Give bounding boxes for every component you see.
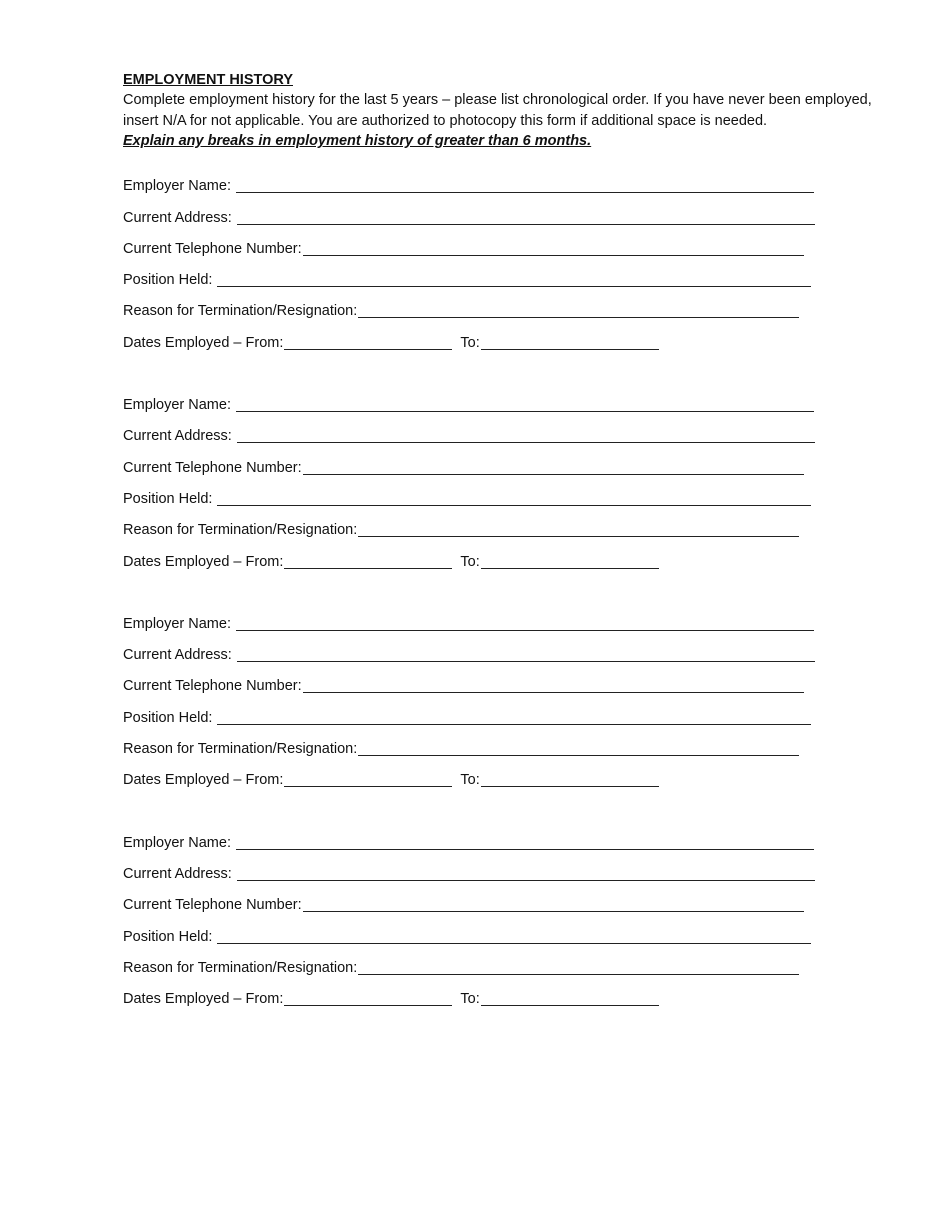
employer-name-label: Employer Name:	[123, 178, 231, 195]
dates-to-field[interactable]	[481, 990, 659, 1006]
current-address-field[interactable]	[237, 646, 815, 662]
position-held-field[interactable]	[217, 928, 811, 944]
reason-field[interactable]	[358, 302, 799, 318]
position-held-field[interactable]	[217, 709, 811, 725]
current-telephone-row	[123, 664, 873, 695]
employment-entry	[123, 383, 873, 571]
current-address-label: Current Address:	[123, 209, 232, 226]
reason-field[interactable]	[358, 521, 799, 537]
reason-field[interactable]	[358, 959, 799, 975]
current-address-row	[123, 852, 873, 883]
dates-from-label: Dates Employed – From:	[123, 772, 284, 789]
reason-row	[123, 508, 873, 539]
dates-employed-row	[123, 977, 873, 1008]
position-held-field[interactable]	[217, 490, 811, 506]
position-held-label: Position Held:	[123, 928, 213, 945]
position-held-row	[123, 258, 873, 289]
dates-from-label: Dates Employed – From:	[123, 334, 284, 351]
reason-label: Reason for Termination/Resignation:	[123, 959, 358, 976]
current-address-row	[123, 414, 873, 445]
reason-label: Reason for Termination/Resignation:	[123, 522, 358, 539]
reason-row	[123, 289, 873, 320]
employment-entry	[123, 820, 873, 1008]
current-address-label: Current Address:	[123, 647, 232, 664]
position-held-field[interactable]	[217, 271, 811, 287]
position-held-label: Position Held:	[123, 272, 213, 289]
employer-name-label: Employer Name:	[123, 397, 231, 414]
employment-entry	[123, 602, 873, 790]
employer-name-field[interactable]	[236, 834, 814, 850]
current-telephone-field[interactable]	[303, 459, 804, 475]
current-address-label: Current Address:	[123, 865, 232, 882]
current-address-field[interactable]	[237, 865, 815, 881]
dates-to-label: To:	[460, 553, 480, 570]
dates-from-label: Dates Employed – From:	[123, 553, 284, 570]
current-telephone-row	[123, 227, 873, 258]
dates-employed-row	[123, 320, 873, 351]
dates-to-field[interactable]	[481, 334, 659, 350]
dates-from-field[interactable]	[284, 553, 452, 569]
form-heading: EMPLOYMENT HISTORY	[123, 72, 293, 88]
current-telephone-field[interactable]	[303, 677, 804, 693]
position-held-label: Position Held:	[123, 490, 213, 507]
employer-name-field[interactable]	[236, 177, 814, 193]
current-telephone-label: Current Telephone Number:	[123, 459, 302, 476]
current-telephone-label: Current Telephone Number:	[123, 240, 302, 257]
employer-name-label: Employer Name:	[123, 615, 231, 632]
reason-label: Reason for Termination/Resignation:	[123, 303, 358, 320]
employment-history-form	[123, 70, 873, 1039]
position-held-row	[123, 695, 873, 726]
dates-to-field[interactable]	[481, 553, 659, 569]
position-held-row	[123, 477, 873, 508]
dates-from-label: Dates Employed – From:	[123, 991, 284, 1008]
reason-row	[123, 946, 873, 977]
current-telephone-row	[123, 445, 873, 476]
reason-field[interactable]	[358, 740, 799, 756]
dates-employed-row	[123, 758, 873, 789]
current-telephone-field[interactable]	[303, 896, 804, 912]
employer-name-label: Employer Name:	[123, 834, 231, 851]
reason-row	[123, 727, 873, 758]
employer-name-row	[123, 820, 873, 851]
current-telephone-label: Current Telephone Number:	[123, 897, 302, 914]
dates-to-label: To:	[460, 334, 480, 351]
employer-name-row	[123, 164, 873, 195]
dates-employed-row	[123, 539, 873, 570]
form-note: Explain any breaks in employment history of greater than 6 months.	[123, 133, 592, 149]
dates-to-field[interactable]	[481, 771, 659, 787]
current-telephone-label: Current Telephone Number:	[123, 678, 302, 695]
reason-label: Reason for Termination/Resignation:	[123, 741, 358, 758]
current-address-row	[123, 195, 873, 226]
position-held-row	[123, 914, 873, 945]
dates-from-field[interactable]	[284, 334, 452, 350]
employer-name-field[interactable]	[236, 396, 814, 412]
dates-to-label: To:	[460, 991, 480, 1008]
employer-name-field[interactable]	[236, 615, 814, 631]
current-address-field[interactable]	[237, 209, 815, 225]
employer-name-row	[123, 383, 873, 414]
employment-entry	[123, 164, 873, 352]
position-held-label: Position Held:	[123, 709, 213, 726]
current-telephone-row	[123, 883, 873, 914]
current-address-label: Current Address:	[123, 428, 232, 445]
dates-from-field[interactable]	[284, 990, 452, 1006]
current-address-row	[123, 633, 873, 664]
current-telephone-field[interactable]	[303, 240, 804, 256]
dates-to-label: To:	[460, 772, 480, 789]
current-address-field[interactable]	[237, 427, 815, 443]
form-instructions: Complete employment history for the last 5 years – please list chronological order. If you have never been employed, insert N/A for not applicable. You are authorized to photocopy this form if additional space is needed.	[123, 92, 872, 129]
dates-from-field[interactable]	[284, 771, 452, 787]
employer-name-row	[123, 602, 873, 633]
